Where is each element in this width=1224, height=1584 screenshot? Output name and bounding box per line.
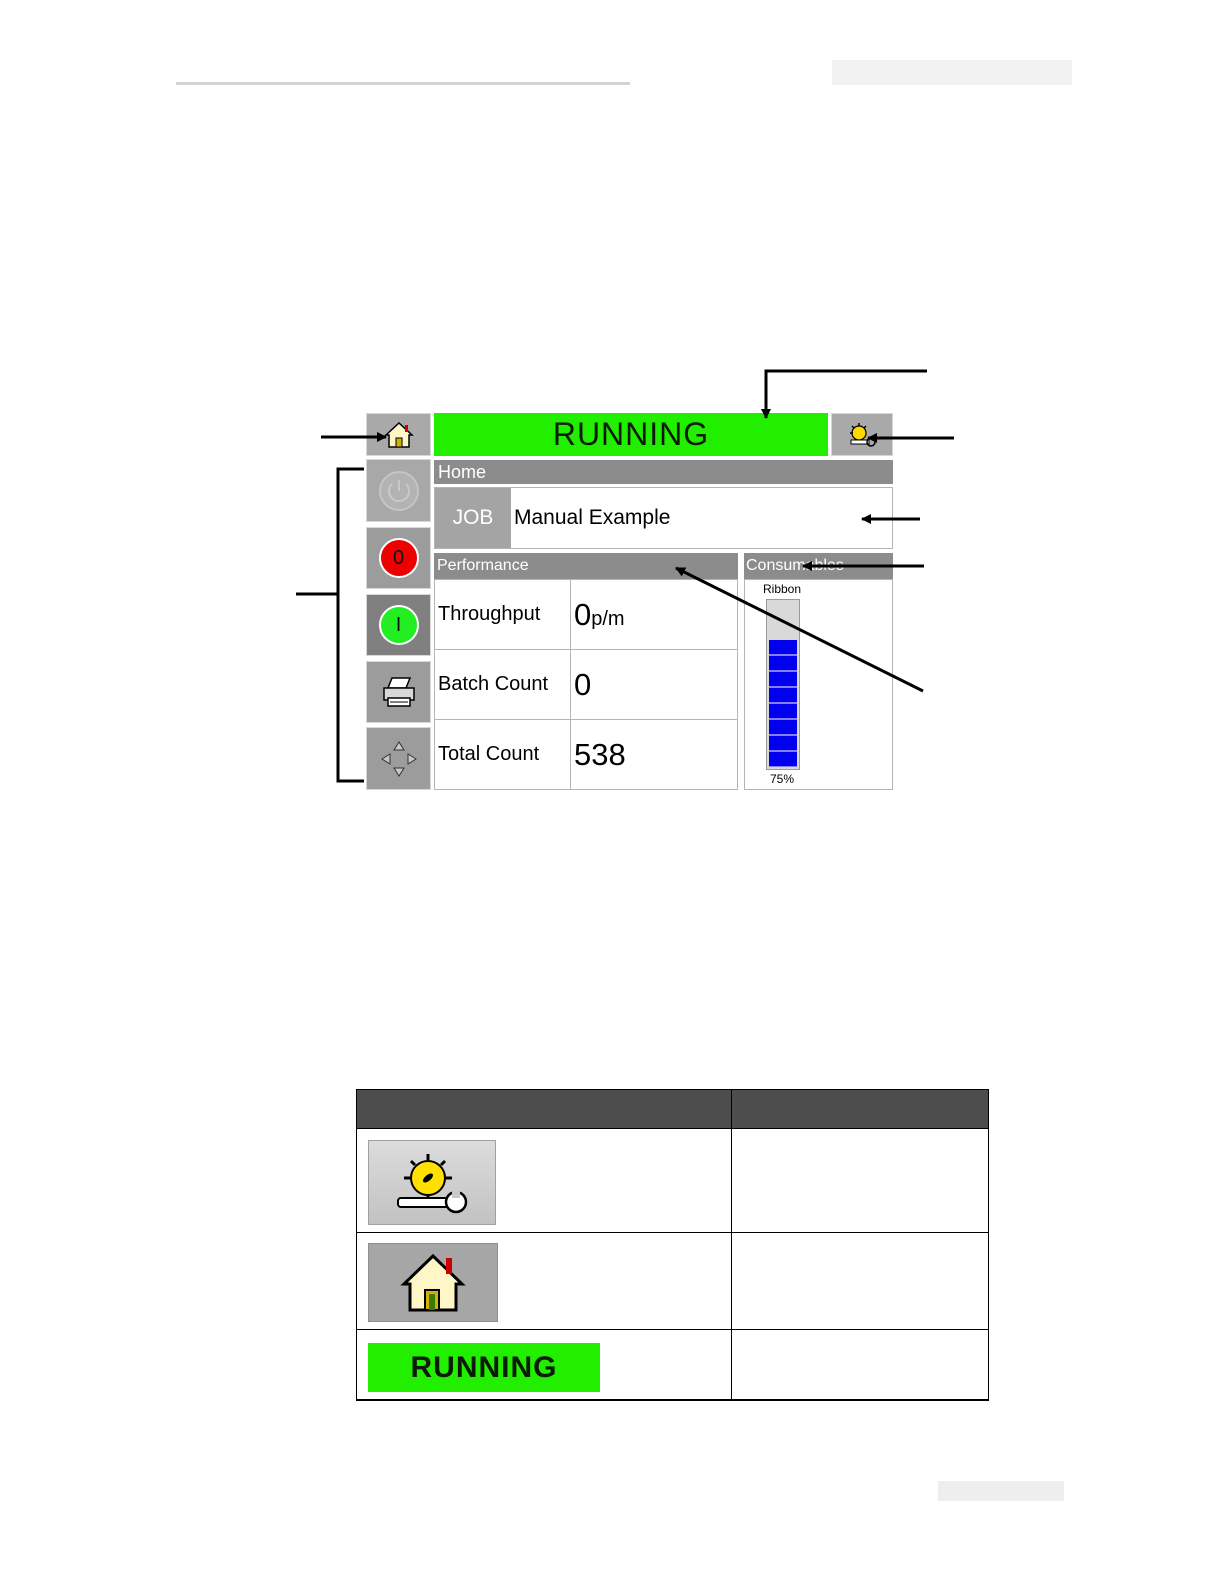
home-icon: [400, 1252, 466, 1314]
status-bar[interactable]: RUNNING: [434, 413, 828, 456]
status-bar-arrow: [766, 371, 927, 418]
start-icon: I: [379, 605, 419, 645]
consumables-header: Consumables: [744, 553, 893, 579]
throughput-label: Throughput: [435, 580, 571, 649]
home-icon: [384, 421, 414, 449]
breadcrumb: Home: [434, 460, 893, 484]
performance-panel[interactable]: [434, 579, 738, 790]
total-count-label: Total Count: [435, 720, 571, 789]
throughput-value: 0p/m: [574, 597, 625, 632]
job-tag: JOB: [435, 488, 511, 548]
throughput-unit: p/m: [591, 608, 625, 630]
start-button[interactable]: [366, 594, 431, 656]
reference-table: [356, 1089, 989, 1401]
table-row: [435, 580, 737, 650]
touchscreen: [366, 412, 893, 791]
setup-button-sample: [368, 1140, 496, 1225]
ribbon-gauge-fill: [769, 640, 797, 767]
move-icon: [380, 740, 418, 778]
table-row: [435, 720, 737, 790]
batch-count-value: 0: [574, 667, 592, 702]
table-header: [357, 1090, 988, 1129]
setup-button[interactable]: [831, 413, 893, 456]
ribbon-label: Ribbon: [763, 582, 802, 596]
printer-icon: [380, 676, 418, 708]
header-label-box: [832, 60, 1072, 85]
home-button-sample: [368, 1243, 498, 1322]
table-row: [435, 650, 737, 720]
stop-icon: 0: [379, 538, 419, 578]
stop-button[interactable]: [366, 527, 431, 589]
ribbon-percent: 75%: [770, 772, 795, 786]
performance-header: Performance: [434, 553, 738, 579]
table-column-divider: [731, 1090, 732, 1400]
job-name: Manual Example: [514, 506, 671, 529]
power-button[interactable]: [366, 459, 431, 522]
print-button[interactable]: [366, 661, 431, 723]
setup-icon: [392, 1150, 472, 1216]
total-count-value: 538: [574, 737, 626, 772]
table-row: [357, 1233, 988, 1330]
footer-label-box: [938, 1481, 1064, 1501]
navigate-button[interactable]: [366, 727, 431, 790]
sidebar-bracket: [338, 469, 364, 781]
power-icon: [377, 469, 421, 513]
running-status-sample: RUNNING: [368, 1343, 600, 1392]
consumables-panel[interactable]: [744, 579, 893, 790]
table-row: [357, 1130, 988, 1233]
setup-icon: [847, 422, 877, 448]
batch-count-label: Batch Count: [435, 650, 571, 719]
table-row: [357, 1330, 988, 1400]
header-rule: [176, 82, 630, 85]
ribbon-gauge: [766, 599, 800, 770]
job-selector[interactable]: [434, 487, 893, 549]
home-button[interactable]: [366, 413, 431, 456]
